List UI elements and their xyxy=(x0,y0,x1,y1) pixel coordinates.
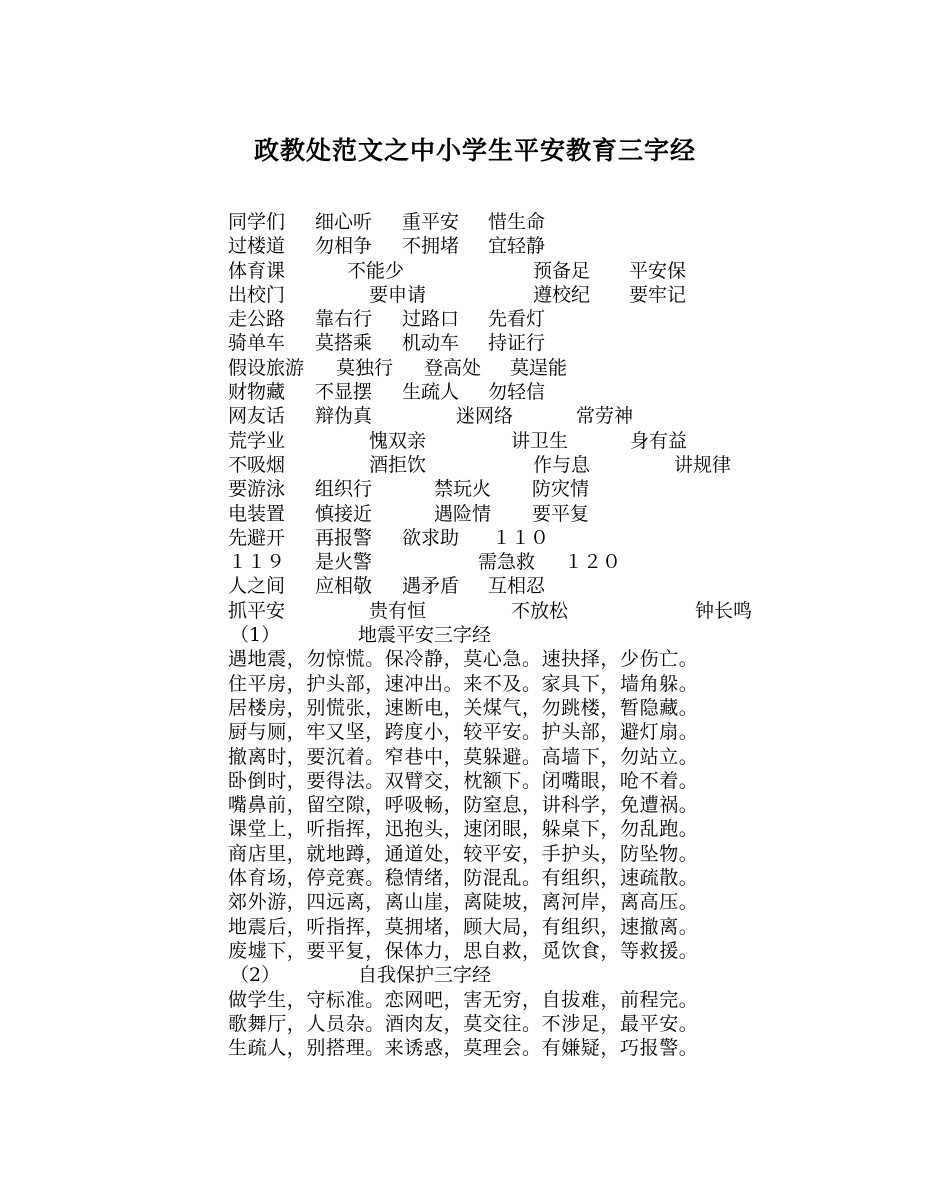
verse-phrase: 互相忍 xyxy=(488,575,546,598)
text-line xyxy=(228,647,788,671)
verse-phrase: 机动车 xyxy=(402,332,460,355)
verse-phrase: 走公路 xyxy=(228,308,286,331)
verse-phrase: 防灾情 xyxy=(532,478,590,501)
verse-row xyxy=(228,550,788,574)
verse-phrase: 过路口 xyxy=(402,308,460,331)
text-line xyxy=(228,866,788,890)
verse-row xyxy=(228,331,788,355)
section-heading: 自我保护三字经 xyxy=(358,964,492,987)
verse-phrase: 不吸烟 xyxy=(228,453,286,476)
verse-phrase: 重平安 xyxy=(402,211,460,233)
section-number: （1） xyxy=(230,624,281,647)
verse-phrase: 惜生命 xyxy=(488,211,546,233)
verse-row xyxy=(228,404,788,428)
verse-phrase: 荒学业 xyxy=(228,429,286,452)
verse-phrase: 宜轻静 xyxy=(488,235,546,258)
text-line-content: 住平房，护头部，速冲出。来不及。家具下，墙角躲。 xyxy=(228,672,699,695)
text-line xyxy=(228,817,788,841)
verse-phrase: 细心听 xyxy=(315,211,373,233)
verse-phrase: １１９ xyxy=(228,551,286,574)
text-line xyxy=(228,696,788,720)
verse-row xyxy=(228,429,788,453)
text-line xyxy=(228,988,788,1012)
text-line-content: 居楼房，别慌张，速断电，关煤气，勿跳楼，暂隐藏。 xyxy=(228,696,699,719)
verse-phrase: 组织行 xyxy=(315,478,373,501)
verse-row xyxy=(228,259,788,283)
text-line xyxy=(228,720,788,744)
verse-phrase: 讲卫生 xyxy=(511,429,569,452)
verse-phrase: 勿轻信 xyxy=(488,381,546,404)
verse-phrase: 要牢记 xyxy=(629,283,687,306)
text-line xyxy=(228,672,788,696)
verse-row xyxy=(228,283,788,307)
text-line-content: 废墟下，要平复，保体力，思自救，觅饮食，等救援。 xyxy=(228,939,699,962)
text-line xyxy=(228,1012,788,1036)
verse-phrase: 不能少 xyxy=(347,259,405,282)
verse-phrase: 钟长鸣 xyxy=(695,599,753,622)
text-line xyxy=(228,939,788,963)
text-line xyxy=(228,890,788,914)
text-line xyxy=(228,915,788,939)
verse-phrase: 生疏人 xyxy=(402,381,460,404)
verse-phrase: 假设旅游 xyxy=(228,356,305,379)
verse-phrase: 是火警 xyxy=(315,551,373,574)
verse-phrase: 应相敬 xyxy=(315,575,373,598)
verse-phrase: 愧双亲 xyxy=(369,429,427,452)
section-number: （2） xyxy=(230,964,281,987)
verse-phrase: 登高处 xyxy=(424,356,482,379)
verse-row xyxy=(228,210,788,234)
verse-row xyxy=(228,380,788,404)
verse-phrase: 需急救 xyxy=(478,551,536,574)
verse-row xyxy=(228,599,788,623)
verse-phrase: 讲规律 xyxy=(674,453,732,476)
verse-row xyxy=(228,477,788,501)
verse-phrase: 平安保 xyxy=(629,259,687,282)
section-heading-row xyxy=(228,623,788,647)
verse-phrase: 再报警 xyxy=(315,526,373,549)
verse-phrase: 财物藏 xyxy=(228,381,286,404)
verse-phrase: 莫独行 xyxy=(336,356,394,379)
text-line xyxy=(228,842,788,866)
verse-phrase: 身有益 xyxy=(630,429,688,452)
text-line-content: 遇地震，勿惊慌。保冷静，莫心急。速抉择，少伤亡。 xyxy=(228,648,699,671)
text-line-content: 歌舞厅，人员杂。酒肉友，莫交往。不涉足，最平安。 xyxy=(228,1012,699,1035)
verse-phrase: 莫逞能 xyxy=(510,356,568,379)
verse-row xyxy=(228,356,788,380)
text-line-content: 地震后，听指挥，莫拥堵，顾大局，有组织，速撤离。 xyxy=(228,915,699,938)
document-body xyxy=(228,210,788,1060)
text-line-content: 卧倒时，要得法。双臂交，枕额下。闭嘴眼，呛不着。 xyxy=(228,769,699,792)
text-line-content: 商店里，就地蹲，通道处，较平安，手护头，防坠物。 xyxy=(228,842,699,865)
verse-row xyxy=(228,574,788,598)
text-line-content: 课堂上，听指挥，迅抱头，速闭眼，躲桌下，勿乱跑。 xyxy=(228,818,699,841)
verse-phrase: 遇险情 xyxy=(434,502,492,525)
text-line xyxy=(228,793,788,817)
text-line-content: 生疏人，别搭理。来诱惑，莫理会。有嫌疑，巧报警。 xyxy=(228,1037,699,1060)
verse-phrase: 要游泳 xyxy=(228,478,286,501)
verse-phrase: 先避开 xyxy=(228,526,286,549)
section-heading-row xyxy=(228,963,788,987)
verse-phrase: 体育课 xyxy=(228,259,286,282)
verse-phrase: 人之间 xyxy=(228,575,286,598)
text-line-content: 体育场，停竞赛。稳情绪，防混乱。有组织，速疏散。 xyxy=(228,867,699,890)
verse-phrase: 迷网络 xyxy=(456,405,514,428)
verse-phrase: 要申请 xyxy=(369,283,427,306)
verse-phrase: 辩伪真 xyxy=(315,405,373,428)
verse-row xyxy=(228,307,788,331)
verse-phrase: 电装置 xyxy=(228,502,286,525)
verse-phrase: 同学们 xyxy=(228,211,286,233)
verse-phrase: 过楼道 xyxy=(228,235,286,258)
verse-row xyxy=(228,526,788,550)
section-heading: 地震平安三字经 xyxy=(358,624,492,647)
text-line xyxy=(228,1036,788,1060)
verse-phrase: 慎接近 xyxy=(315,502,373,525)
verse-phrase: 抓平安 xyxy=(228,599,286,622)
verse-phrase: 遵校纪 xyxy=(533,283,591,306)
verse-phrase: 不显摆 xyxy=(315,381,373,404)
verse-phrase: 禁玩火 xyxy=(434,478,492,501)
verse-phrase: 酒拒饮 xyxy=(369,453,427,476)
verse-phrase: 靠右行 xyxy=(315,308,373,331)
document-title: 政教处范文之中小学生平安教育三字经 xyxy=(253,136,696,165)
verse-row xyxy=(228,453,788,477)
text-line-content: 厨与厕，牢又坚，跨度小，较平安。护头部，避灯扇。 xyxy=(228,721,699,744)
text-line-content: 做学生，守标准。恋网吧，害无穷，自拔难，前程完。 xyxy=(228,988,699,1011)
verse-row xyxy=(228,502,788,526)
text-line-content: 嘴鼻前，留空隙，呼吸畅，防窒息，讲科学，免遭祸。 xyxy=(228,794,699,817)
verse-phrase: 莫搭乘 xyxy=(315,332,373,355)
text-line-content: 撤离时，要沉着。窄巷中，莫躲避。高墙下，勿站立。 xyxy=(228,745,699,768)
verse-phrase: １１０ xyxy=(492,526,550,549)
verse-phrase: 要平复 xyxy=(532,502,590,525)
verse-phrase: 先看灯 xyxy=(488,308,546,331)
verse-phrase: 持证行 xyxy=(488,332,546,355)
verse-phrase: 遇矛盾 xyxy=(402,575,460,598)
verse-phrase: １２０ xyxy=(564,551,622,574)
verse-phrase: 作与息 xyxy=(533,453,591,476)
verse-phrase: 常劳神 xyxy=(576,405,634,428)
text-line xyxy=(228,769,788,793)
verse-phrase: 欲求助 xyxy=(402,526,460,549)
verse-phrase: 不拥堵 xyxy=(402,235,460,258)
verse-phrase: 网友话 xyxy=(228,405,286,428)
verse-phrase: 出校门 xyxy=(228,283,286,306)
verse-phrase: 贵有恒 xyxy=(369,599,427,622)
verse-phrase: 预备足 xyxy=(533,259,591,282)
text-line xyxy=(228,745,788,769)
verse-phrase: 勿相争 xyxy=(315,235,373,258)
verse-phrase: 不放松 xyxy=(511,599,569,622)
verse-row xyxy=(228,234,788,258)
verse-phrase: 骑单车 xyxy=(228,332,286,355)
text-line-content: 郊外游，四远离，离山崖，离陡坡，离河岸，离高压。 xyxy=(228,891,699,914)
